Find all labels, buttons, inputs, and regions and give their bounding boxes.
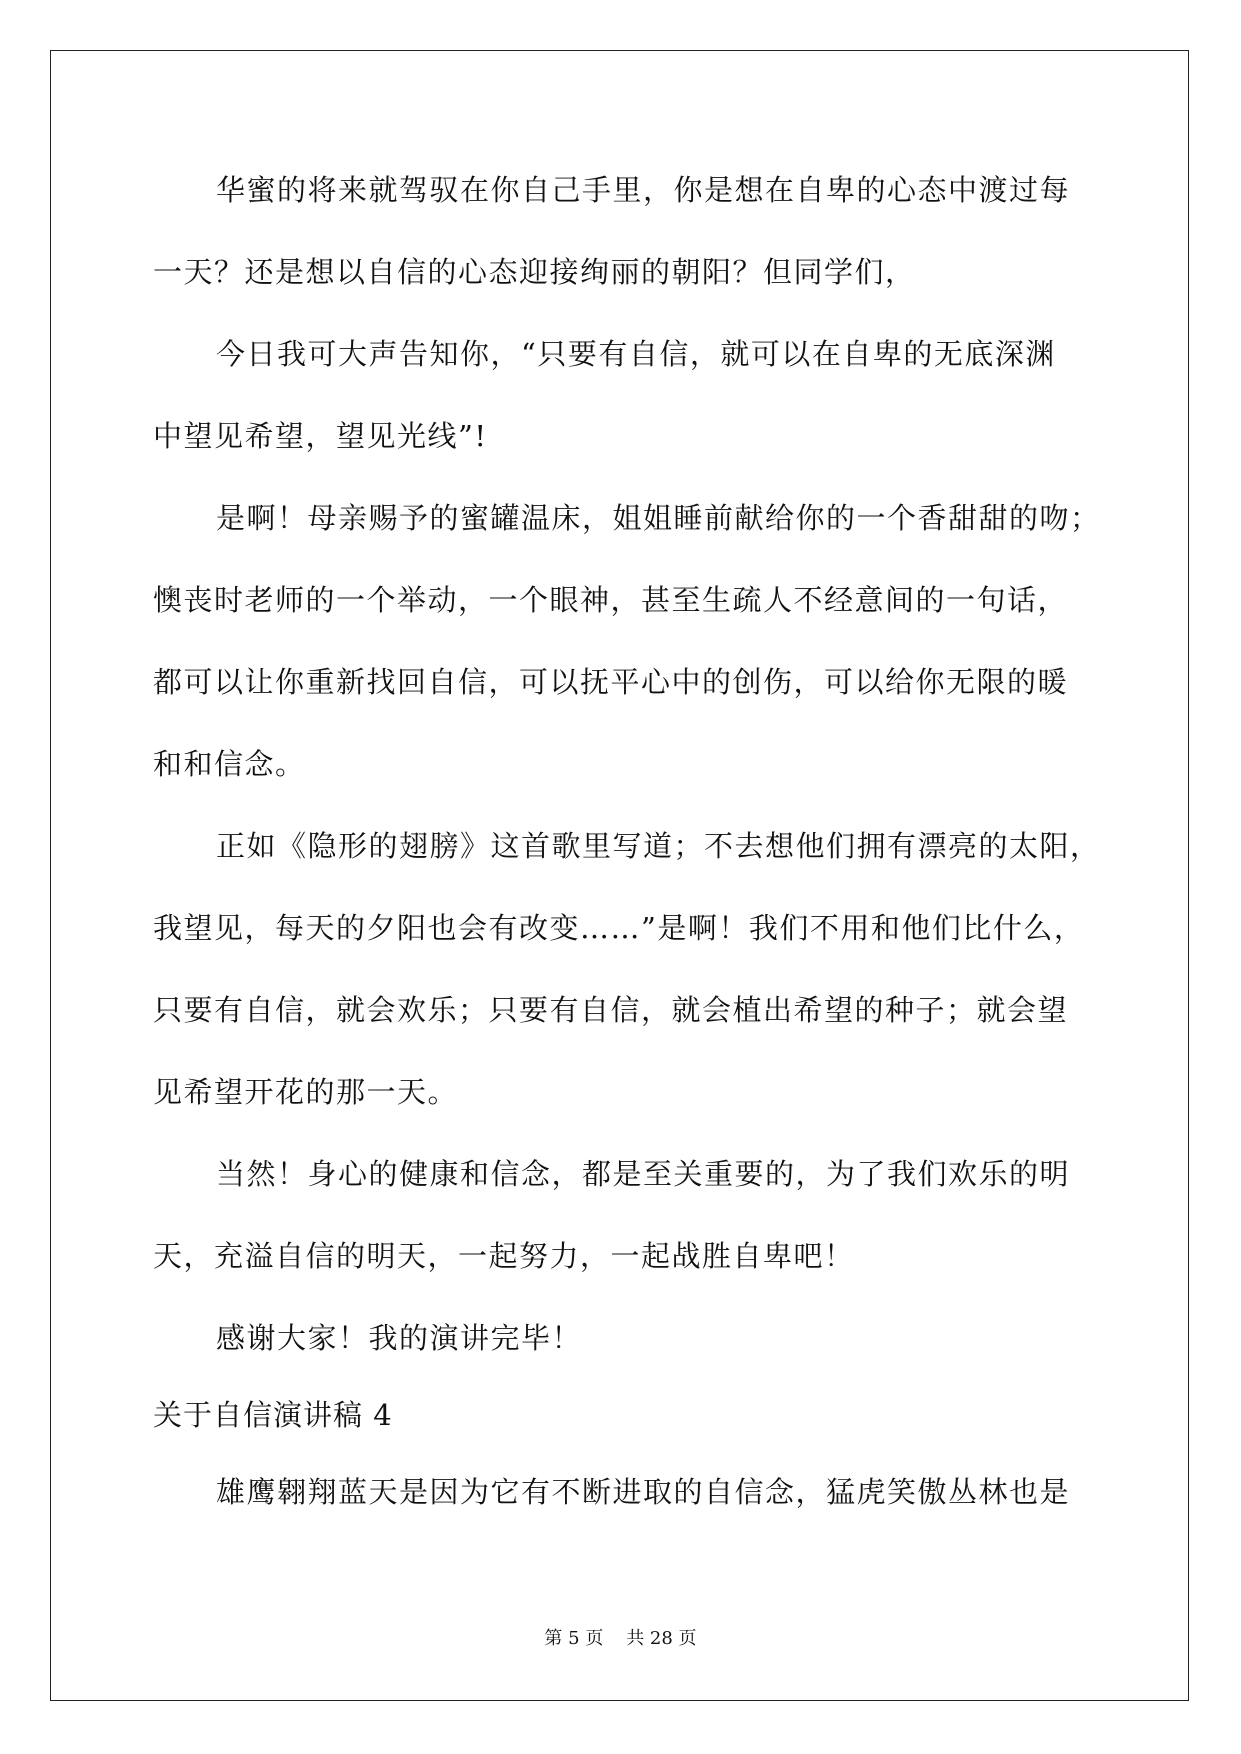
paragraph-line: 见希望开花的那一天。 (153, 1075, 459, 1109)
page-number-footer: 第 5 页 共 28 页 (544, 1628, 697, 1649)
paragraph-line: 中望见希望，望见光线”! (153, 419, 488, 453)
page-border (50, 50, 1189, 1701)
paragraph-line: 我望见，每天的夕阳也会有改变……”是啊！我们不用和他们比什么， (153, 911, 1085, 945)
paragraph-line: 天，充溢自信的明天，一起努力，一起战胜自卑吧！ (153, 1239, 855, 1273)
section-heading: 关于自信演讲稿 4 (153, 1398, 393, 1432)
paragraph-line: 感谢大家！我的演讲完毕！ (216, 1321, 583, 1355)
paragraph-line: 一天？还是想以自信的心态迎接绚丽的朝阳？但同学们， (153, 255, 916, 289)
paragraph-line: 今日我可大声告知你，“只要有自信，就可以在自卑的无底深渊 (216, 337, 1056, 371)
paragraph-line: 雄鹰翱翔蓝天是因为它有不断进取的自信念，猛虎笑傲丛林也是 (216, 1475, 1071, 1509)
paragraph-line: 都可以让你重新找回自信，可以抚平心中的创伤，可以给你无限的暖 (153, 665, 1069, 699)
paragraph-line: 当然！身心的健康和信念，都是至关重要的，为了我们欢乐的明 (216, 1157, 1071, 1191)
paragraph-line: 懊丧时老师的一个举动，一个眼神，甚至生疏人不经意间的一句话， (153, 583, 1069, 617)
paragraph-line: 和和信念。 (153, 747, 306, 781)
paragraph-line: 华蜜的将来就驾驭在你自己手里，你是想在自卑的心态中渡过每 (216, 173, 1071, 207)
paragraph-line: 是啊！母亲赐予的蜜罐温床，姐姐睡前献给你的一个香甜甜的吻； (216, 501, 1101, 535)
paragraph-line: 正如《隐形的翅膀》这首歌里写道；不去想他们拥有漂亮的太阳， (216, 829, 1101, 863)
paragraph-line: 只要有自信，就会欢乐；只要有自信，就会植出希望的种子；就会望 (153, 993, 1069, 1027)
